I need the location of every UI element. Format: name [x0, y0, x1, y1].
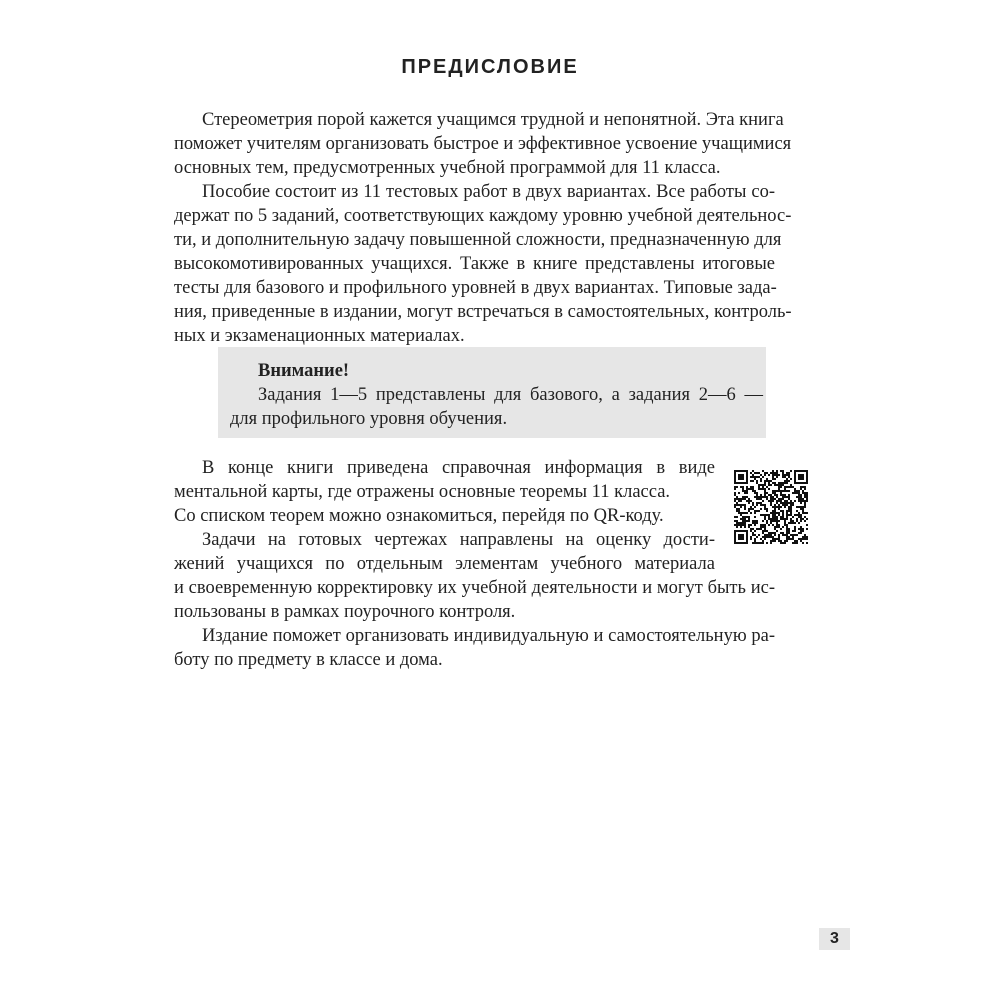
- paragraph-1-line-3: основных тем, предусмотренных учебной программой для 11 класса.: [174, 158, 721, 178]
- paragraph-2-line-1: Пособие состоит из 11 тестовых работ в двух вариантах. Все работы со-: [202, 182, 775, 202]
- paragraph-4-line-4: пользованы в рамках поурочного контроля.: [174, 602, 516, 622]
- paragraph-4-line-1: Задачи на готовых чертежах направлены на оценку дости-: [202, 530, 715, 550]
- page-title: ПРЕДИСЛОВИЕ: [401, 56, 579, 78]
- callout-line-1: Задания 1—5 представлены для базового, а задания 2—6 —: [258, 385, 763, 405]
- paragraph-2-line-4: высокомотивированных учащихся. Также в книге представлены итоговые: [174, 254, 775, 274]
- callout-title: Внимание!: [258, 361, 350, 381]
- attention-callout: [218, 347, 766, 438]
- paragraph-3-line-3: Со списком теорем можно ознакомиться, перейдя по QR-коду.: [174, 506, 664, 526]
- page-number: 3: [819, 928, 850, 950]
- paragraph-2-line-6: ния, приведенные в издании, могут встречаться в самостоятельных, контроль-: [174, 302, 792, 322]
- paragraph-2-line-5: тесты для базового и профильного уровней в двух вариантах. Типовые зада-: [174, 278, 777, 298]
- callout-line-2: для профильного уровня обучения.: [230, 409, 508, 429]
- paragraph-2-line-7: ных и экзаменационных материалах.: [174, 326, 465, 346]
- paragraph-3-line-1: В конце книги приведена справочная информация в виде: [202, 458, 715, 478]
- paragraph-3-line-2: ментальной карты, где отражены основные теоремы 11 класса.: [174, 482, 671, 502]
- paragraph-1-line-1: Стереометрия порой кажется учащимся трудной и непонятной. Эта книга: [202, 110, 784, 130]
- qr-code-graphic: [734, 470, 808, 544]
- paragraph-1-line-2: поможет учителям организовать быстрое и эффективное усвоение учащимися: [174, 134, 792, 154]
- paragraph-5-line-2: боту по предмету в классе и дома.: [174, 650, 443, 670]
- qr-code-icon[interactable]: [734, 470, 808, 544]
- paragraph-4-line-2: жений учащихся по отдельным элементам учебного материала: [174, 554, 715, 574]
- paragraph-5-line-1: Издание поможет организовать индивидуальную и самостоятельную ра-: [202, 626, 775, 646]
- paragraph-2-line-3: ти, и дополнительную задачу повышенной сложности, предназначенную для: [174, 230, 782, 250]
- paragraph-4-line-3: и своевременную корректировку их учебной деятельности и могут быть ис-: [174, 578, 775, 598]
- paragraph-2-line-2: держат по 5 заданий, соответствующих каждому уровню учебной деятельнос-: [174, 206, 792, 226]
